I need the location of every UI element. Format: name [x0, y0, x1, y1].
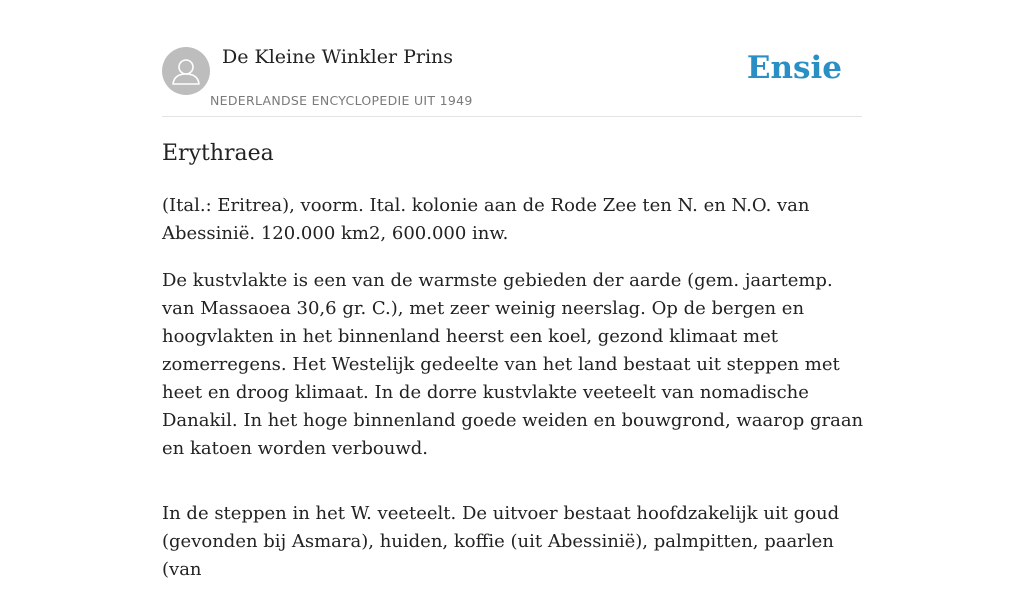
ensie-logo[interactable]: Ensie — [746, 50, 842, 86]
page-header — [162, 40, 862, 117]
article-paragraph: In de steppen in het W. veeteelt. De uitvoer bestaat hoofdzakelijk uit goud (gevonden bij Asmara), huiden, koffie (uit Abessinië), palmpitten, paarlen (van — [162, 503, 840, 580]
article-title: Erythraea — [162, 141, 274, 166]
source-name[interactable]: De Kleine Winkler Prins — [222, 46, 454, 68]
user-icon[interactable] — [162, 47, 210, 95]
source-subtitle: NEDERLANDSE ENCYCLOPEDIE UIT 1949 — [210, 93, 473, 108]
article-paragraph: De kustvlakte is een van de warmste gebieden der aarde (gem. jaartemp. van Massaoea 30,6 gr. C.), met zeer weinig neerslag. Op de bergen en hoogvlakten in het binnenland heerst een koel, gezond klimaat met zomerregens. Het Westelijk gedeelte van het land bestaat uit steppen met heet en droog klimaat. In de dorre kustvlakte veeteelt van nomadische Danakil. In het hoge binnenland goede weiden en bouwgrond, waarop graan en katoen worden verbouwd. — [162, 270, 864, 459]
article-paragraph: (Ital.: Eritrea), voorm. Ital. kolonie aan de Rode Zee ten N. en N.O. van Abessinië. 120.000 km2, 600.000 inw. — [162, 195, 810, 244]
article — [162, 138, 868, 603]
